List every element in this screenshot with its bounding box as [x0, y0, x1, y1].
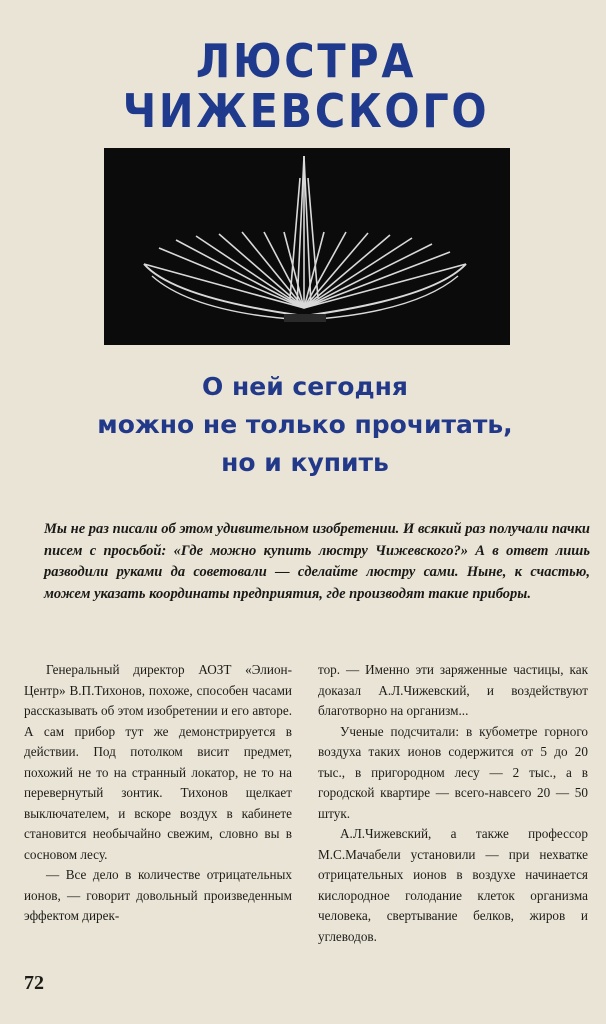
paragraph: Ученые подсчитали: в кубометре горного воздуха таких ионов содержится от 5 до 20 тыс., в пригородном лесу — 2 тыс., а в городской квартире — всего-навсего 20 — 50 штук.: [318, 723, 588, 821]
subtitle-line: но и купить: [221, 448, 389, 477]
subtitle-line: О ней сегодня: [202, 372, 408, 401]
article-lead: Мы не раз писали об этом удивительном изобретении. И всякий раз получали пачки писем с просьбой: «Где можно купить люстру Чижевского?» А в ответ лишь разводили руками да советовали — сделайте люстру сами. Ныне, к счастью, можем указать координаты предприятия, где производят такие приборы.: [44, 521, 590, 602]
paragraph: — Все дело в количестве отрицательных ионов, — говорит довольный произведенным эффектом дирек-: [24, 867, 292, 923]
chizhevsky-chandelier-image: [104, 148, 510, 345]
chandelier-photo: [104, 148, 510, 345]
page-number: 72: [24, 972, 44, 994]
subtitle-line: можно не только прочитать,: [97, 410, 513, 439]
paragraph: Генеральный директор АОЗТ «Элион-Центр» В.П.Тихонов, похоже, способен часами рассказывать об этом изобретении и его авторе. А сам прибор тут же демонстрируется в действии. Под потолком висит предмет, похожий не то на странный локатор, не то на перевернутый зонтик. Тихонов щелкает выключателем, и вскоре воздух в кабинете становится необычайно свежим, словно вы в сосновом лесу.: [24, 662, 292, 862]
paragraph: А.Л.Чижевский, а также профессор М.С.Мачабели установили — при нехватке отрицательных ионов в воздухе начинается кислородное голодание клеток организма человека, свертывание белков, жиров и углеводов.: [318, 826, 588, 944]
paragraph: тор. — Именно эти заряженные частицы, как доказал А.Л.Чижевский, и воздействуют благотворно на организм...: [318, 662, 588, 718]
article-title: ЛЮСТРА ЧИЖЕВСКОГО: [122, 34, 490, 138]
text-column-left: [24, 660, 292, 927]
article-subtitle: [90, 368, 520, 482]
text-column-right: [318, 660, 588, 947]
